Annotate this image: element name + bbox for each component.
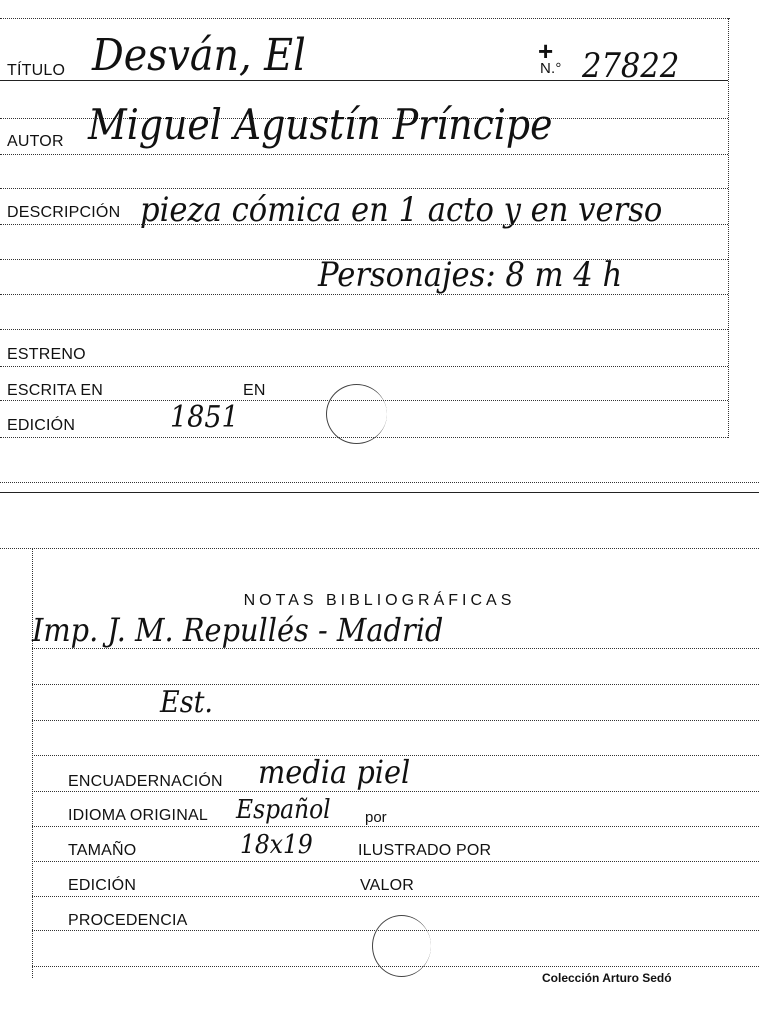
edicion-value: 1851 — [170, 400, 239, 435]
autor-value: Miguel Agustín Príncipe — [88, 100, 553, 149]
numero-value: 27822 — [582, 46, 680, 86]
idioma-label: IDIOMA ORIGINAL — [68, 807, 208, 824]
card-right-border — [728, 18, 729, 438]
descripcion-value: pieza cómica en 1 acto y en verso — [140, 190, 663, 230]
notas-title: NOTAS BIBLIOGRÁFICAS — [243, 592, 516, 609]
valor-label: VALOR — [360, 877, 415, 894]
por-label: por — [365, 809, 387, 826]
encuadernacion-label: ENCUADERNACIÓN — [68, 773, 223, 790]
idioma-rule — [32, 826, 759, 827]
card-bottom-edge — [0, 482, 759, 483]
back-top-border — [0, 548, 759, 549]
ilustrado-label: ILUSTRADO POR — [358, 842, 492, 859]
procedencia-label: PROCEDENCIA — [68, 912, 188, 929]
punch-hole — [326, 384, 387, 444]
collection-footer: Colección Arturo Sedó — [542, 971, 672, 985]
descripcion-rule — [0, 224, 728, 225]
titulo-value: Desván, El — [92, 30, 306, 81]
nota-line-2: Est. — [160, 685, 214, 720]
estreno-label: ESTRENO — [7, 346, 86, 363]
card-top-border — [0, 18, 730, 19]
back-punch-hole — [372, 915, 431, 977]
notas-rule-1 — [32, 648, 759, 649]
rule-4 — [0, 188, 728, 189]
escrita-label: ESCRITA EN — [7, 382, 103, 399]
edicion-valor-rule — [32, 896, 759, 897]
notas-rule-2 — [32, 684, 759, 685]
rule-8 — [0, 329, 728, 330]
card-bottom-border — [0, 492, 759, 493]
en-label: EN — [243, 382, 266, 399]
encuadernacion-rule — [32, 791, 759, 792]
catalog-card-back — [0, 545, 759, 1028]
titulo-rule — [0, 80, 728, 81]
descripcion-label: DESCRIPCIÓN — [7, 204, 121, 221]
numero-label: N.° — [540, 60, 562, 77]
rule-6 — [0, 259, 728, 260]
idioma-value: Español — [236, 795, 331, 825]
titulo-label: TÍTULO — [7, 62, 66, 79]
notas-rule-3 — [32, 720, 759, 721]
nota-line-1: Imp. J. M. Repullés - Madrid — [32, 611, 444, 649]
edicion-label: EDICIÓN — [7, 417, 76, 434]
cross-mark: + — [538, 36, 554, 66]
catalog-card-front — [0, 0, 759, 500]
autor-rule — [0, 154, 728, 155]
personajes-value: Personajes: 8 m 4 h — [318, 255, 623, 295]
tamano-label: TAMAÑO — [68, 842, 137, 859]
autor-label: AUTOR — [7, 133, 64, 150]
rule-7 — [0, 294, 728, 295]
estreno-rule — [0, 366, 728, 367]
encuadernacion-value: media piel — [258, 753, 411, 791]
back-edicion-label: EDICIÓN — [68, 877, 137, 894]
tamano-rule — [32, 861, 759, 862]
tamano-value: 18x19 — [240, 830, 313, 860]
